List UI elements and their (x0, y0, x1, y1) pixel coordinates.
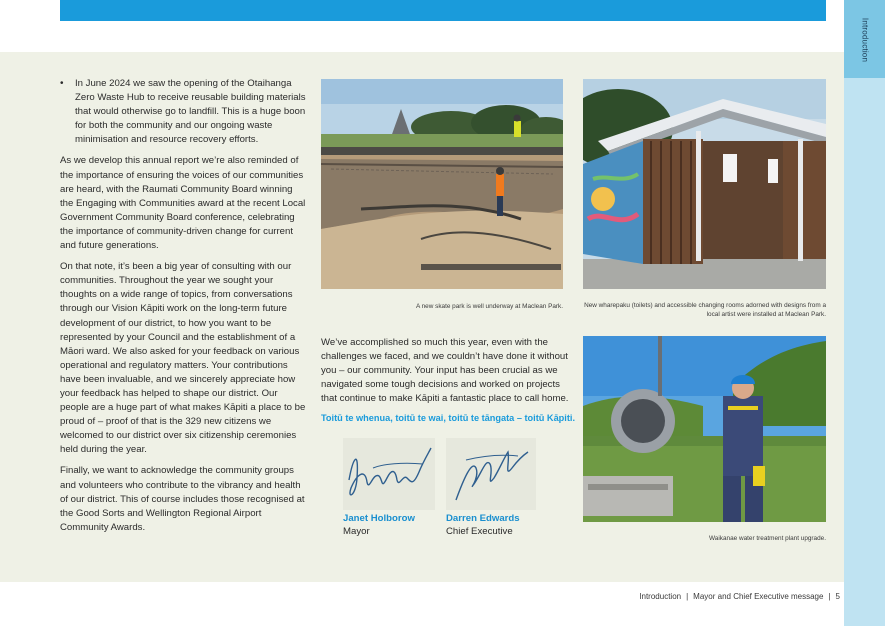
paragraph-consultation: On that note, it’s been a big year of consulting with our communities. Throughout the year we sought your thoughts on a wide range of topics, from conversations through our Vision Kāpiti work on the long-term future development of our district, to how you want to be represented by your Council and the establishment of a Māori ward. We also asked for your feedback on various operational and regulatory matters. Your contributions have been invaluable, and we sincerely appreciate how your feedback has helped to shape our district. Our people are a huge part of what makes Kāpiti a place to be proud of – proof of that is the 329 new citizens we welcomed to our district over six citizenship ceremonies held during the year. (60, 261, 306, 456)
bullet-icon: • (60, 78, 64, 89)
page-footer (639, 592, 840, 601)
toilets-caption: New wharepaku (toilets) and accessible changing rooms adorned with designs from a local artist were installed at Maclean Park. (584, 302, 826, 318)
bullet-text: In June 2024 we saw the opening of the Otaihanga Zero Waste Hub to receive reusable building materials that would otherwise go to landfill. This is a huge boon for both the community and our ongoing waste minimisation and resource recovery efforts. (75, 78, 306, 146)
middle-paragraph: We’ve accomplished so much this year, even with the challenges we faced, and we couldn’t have done it without you – our community. Your input has been crucial as we navigated some tough decisions and worked on projects that continue to make Kāpiti a fantastic place to call home. (321, 337, 569, 405)
water-plant-photo (583, 336, 826, 522)
skate-park-photo (321, 79, 563, 289)
motto: Toitū te whenua, toitū te wai, toitū te tāngata – toitū Kāpiti. (321, 413, 576, 423)
paragraph-community-board: As we develop this annual report we’re also reminded of the importance of ensuring the voices of our communities are heard, with the Raumati Community Board winning the Engaging with Communities award at the recent Local Government Community Board conference, celebrating the importance of community-driven change for current and future generations. (60, 155, 306, 252)
left-column (60, 77, 306, 542)
page-number: 5 (835, 592, 840, 601)
water-plant-caption: Waikanae water treatment plant upgrade. (709, 535, 826, 542)
side-tab-introduction[interactable] (844, 0, 885, 78)
signature-darren (446, 438, 536, 510)
signatory-name-mayor: Janet Holborow (343, 513, 415, 524)
paragraph-acknowledgement: Finally, we want to acknowledge the community groups and volunteers who contribute to the vibrancy and health of our district. This of course includes those recognised at the Good Sorts and Wellington Regional Airport Community Awards. (60, 465, 305, 533)
signatory-role-ce: Chief Executive (446, 526, 513, 537)
toilets-photo (583, 79, 826, 289)
side-strip (844, 0, 885, 626)
footer-separator: | (828, 592, 831, 601)
bullet-item (60, 77, 306, 147)
top-accent-bar (60, 0, 826, 21)
skate-park-caption: A new skate park is well underway at Maclean Park. (415, 303, 563, 310)
signatory-name-ce: Darren Edwards (446, 513, 520, 524)
footer-section: Introduction (639, 592, 682, 601)
signatory-role-mayor: Mayor (343, 526, 370, 537)
footer-separator: | (686, 592, 689, 601)
side-tab-label: Introduction (860, 17, 869, 63)
footer-title: Mayor and Chief Executive message (693, 592, 824, 601)
signature-janet (343, 438, 435, 510)
